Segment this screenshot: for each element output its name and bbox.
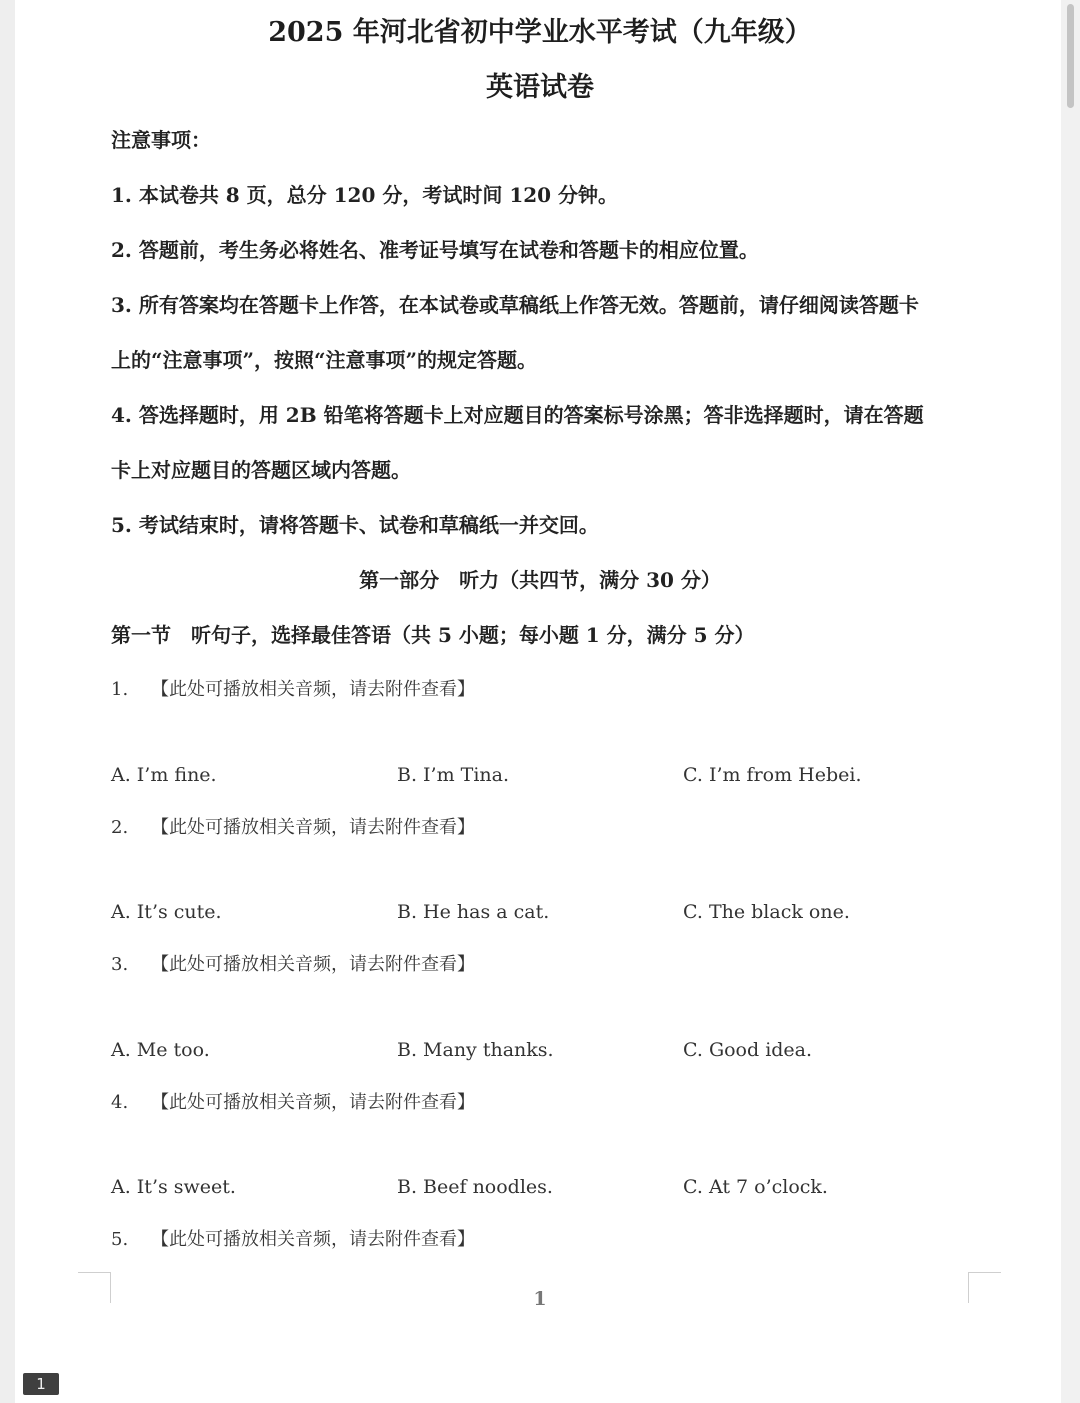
question-number: 2. (111, 817, 129, 838)
question-4 (111, 1088, 475, 1114)
exam-subtitle: 英语试卷 (486, 72, 594, 103)
audio-placeholder-text[interactable]: 【此处可播放相关音频，请去附件查看】 (151, 1092, 475, 1113)
question-1 (111, 675, 475, 701)
question-number: 5. (111, 1229, 129, 1250)
option-a: A. I’m fine. (111, 764, 217, 786)
notice-item-2: 2. 答题前，考生务必将姓名、准考证号填写在试卷和答题卡的相应位置。 (111, 238, 759, 262)
vertical-scrollbar[interactable] (1061, 0, 1080, 1403)
option-a: A. Me too. (111, 1039, 210, 1061)
audio-placeholder-text[interactable]: 【此处可播放相关音频，请去附件查看】 (151, 954, 475, 975)
question-number: 1. (111, 679, 129, 700)
option-c: C. At 7 o’clock. (683, 1176, 828, 1198)
option-b: B. Beef noodles. (397, 1176, 553, 1198)
notice-item-4: 4. 答选择题时，用 2B 铅笔将答题卡上对应题目的答案标号涂黑；答非选择题时，请在答题 (111, 403, 924, 427)
audio-placeholder-text[interactable]: 【此处可播放相关音频，请去附件查看】 (151, 1229, 475, 1250)
notice-item-3-continued: 上的“注意事项”，按照“注意事项”的规定答题。 (111, 348, 538, 372)
notice-item-1: 1. 本试卷共 8 页，总分 120 分，考试时间 120 分钟。 (111, 183, 619, 207)
option-b: B. He has a cat. (397, 901, 550, 923)
option-c: C. I’m from Hebei. (683, 764, 862, 786)
audio-placeholder-text[interactable]: 【此处可播放相关音频，请去附件查看】 (151, 817, 475, 838)
option-b: B. Many thanks. (397, 1039, 554, 1061)
notice-item-3: 3. 所有答案均在答题卡上作答，在本试卷或草稿纸上作答无效。答题前，请仔细阅读答题卡 (111, 293, 919, 317)
question-5 (111, 1225, 475, 1251)
notice-item-5: 5. 考试结束时，请将答题卡、试卷和草稿纸一并交回。 (111, 513, 599, 537)
exam-title: 2025 年河北省初中学业水平考试（九年级） (268, 17, 812, 48)
option-b: B. I’m Tina. (397, 764, 509, 786)
section-heading: 第一节 听句子，选择最佳答语（共 5 小题；每小题 1 分，满分 5 分） (111, 623, 755, 647)
part-heading: 第一部分 听力（共四节，满分 30 分） (359, 568, 721, 592)
option-a: A. It’s cute. (111, 901, 222, 923)
option-a: A. It’s sweet. (111, 1176, 236, 1198)
question-number: 4. (111, 1092, 129, 1113)
option-c: C. The black one. (683, 901, 850, 923)
question-2 (111, 813, 475, 839)
question-3 (111, 950, 475, 976)
page-indicator-badge[interactable]: 1 (23, 1373, 59, 1395)
notice-item-4-continued: 卡上对应题目的答题区域内答题。 (111, 458, 411, 482)
audio-placeholder-text[interactable]: 【此处可播放相关音频，请去附件查看】 (151, 679, 475, 700)
option-c: C. Good idea. (683, 1039, 813, 1061)
question-number: 3. (111, 954, 129, 975)
page-number: 1 (533, 1288, 547, 1310)
notice-heading: 注意事项： (111, 128, 211, 152)
